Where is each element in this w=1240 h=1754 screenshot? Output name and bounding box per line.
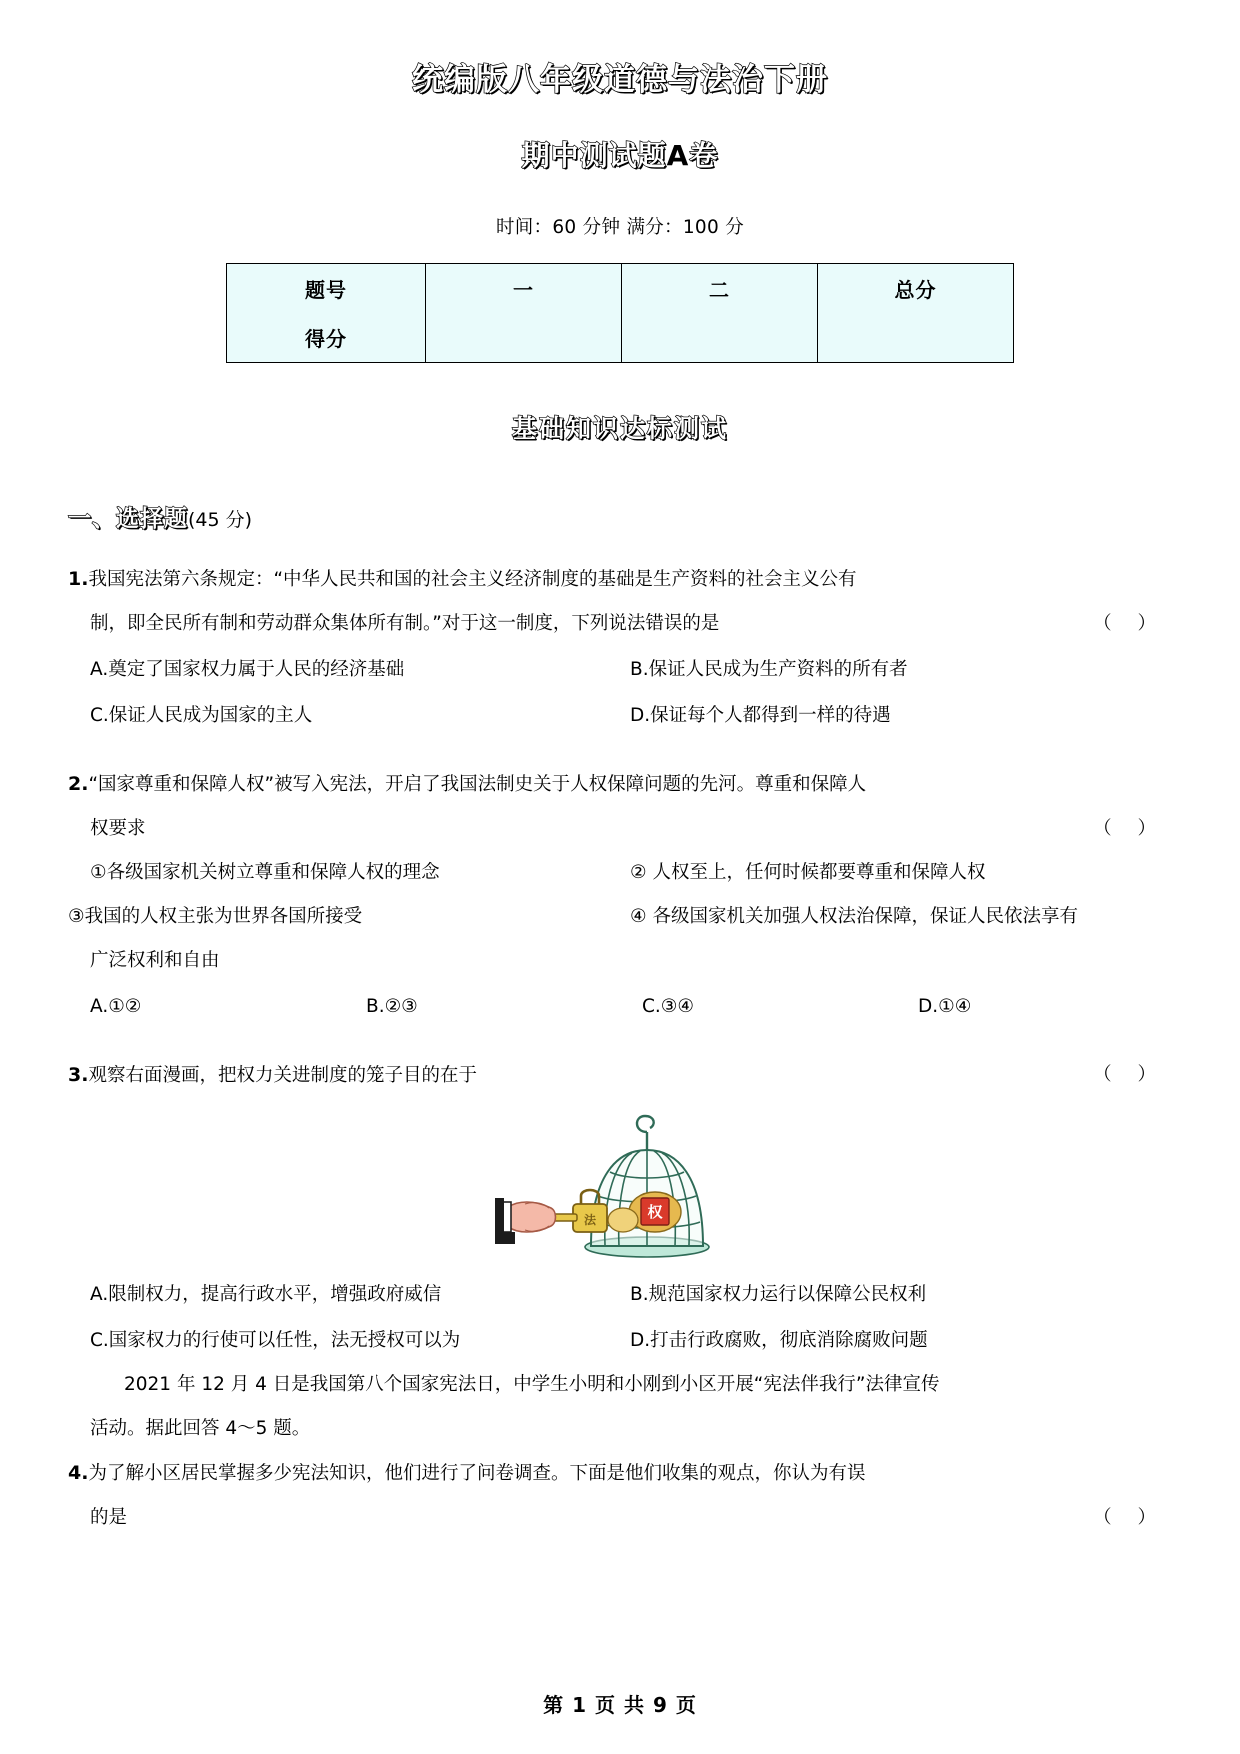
question-3 [68,1053,1172,1363]
score-table-header-1: 一 [426,263,622,313]
question-2-subitem-4: ④ 各级国家机关加强人权法治保障，保证人民依法享有 [630,905,1078,927]
question-2-options-row [68,985,1172,1029]
question-2-option-a[interactable]: A.①② [90,995,142,1017]
question-3-figure [68,1104,1172,1269]
question-3-options-row-2 [68,1319,1172,1363]
question-4-answer-bracket[interactable]: （ ） [1093,1506,1166,1528]
table-row [227,263,1014,313]
question-2-subitem-1: ①各级国家机关树立尊重和保障人权的理念 [90,861,440,883]
question-2-stem-line-2: 权要求 （ ） [68,807,1172,851]
passage-line-1: 2021 年 12 月 4 日是我国第八个国家宪法日，中学生小明和小刚到小区开展“宪法伴我行”法律宣传 [124,1373,940,1395]
question-1-stem-line-2: 制，即全民所有制和劳动群众集体所有制。”对于这一制度，下列说法错误的是 （ ） [68,602,1172,646]
question-1-number: 1. [68,567,89,590]
part-heading-points: (45 分) [188,508,253,531]
question-2-stem [68,762,1172,851]
question-3-option-d[interactable]: D.打击行政腐败，彻底消除腐败问题 [630,1329,928,1351]
power-in-cage-cartoon [495,1104,745,1269]
score-cell-3[interactable] [818,313,1014,363]
svg-text:权: 权 [647,1202,663,1221]
question-1-options-row-2 [68,694,1172,738]
section-heading: 基础知识达标测试 [511,413,728,443]
part-heading [68,445,1172,533]
question-2-subitem-3: ③我国的人权主张为世界各国所接受 [68,905,363,927]
page-title: 统编版八年级道德与法治下册 [412,62,828,98]
svg-text:法: 法 [583,1212,597,1227]
passage-line-2: 活动。据此回答 4～5 题。 [90,1417,311,1439]
question-2 [68,762,1172,1029]
question-1-stem [68,557,1172,646]
score-cell-1[interactable] [426,313,622,363]
question-2-subitem-4-tail: 广泛权利和自由 [90,949,220,971]
question-2-number: 2. [68,772,89,795]
question-4-stem-line-2: 的是 （ ） [68,1496,1172,1540]
question-3-option-b[interactable]: B.规范国家权力运行以保障公民权利 [630,1283,927,1305]
page-subtitle-cn: 期中测试题 [521,139,667,173]
score-table-header-3: 总分 [818,263,1014,313]
question-1-stem-line-1: 1.我国宪法第六条规定：“中华人民共和国的社会主义经济制度的基础是生产资料的社会主义公有 [68,567,857,590]
exam-meta: 时间：60 分钟 满分：100 分 [495,216,745,238]
question-1-answer-bracket[interactable]: （ ） [1093,612,1166,634]
page-subtitle-latin: A [666,139,690,173]
question-2-subitems-row-2 [68,895,1172,939]
page-subtitle [68,99,1172,173]
page-subtitle-cn2: 卷 [689,139,719,173]
score-table-row-label: 得分 [227,313,426,363]
question-3-stem [68,1053,1172,1098]
passage-q4-q5 [68,1363,1172,1451]
question-2-subitem-2: ② 人权至上，任何时候都要尊重和保障人权 [630,861,986,883]
question-3-stem-line-1: 3.观察右面漫画，把权力关进制度的笼子目的在于 （ ） [68,1053,1172,1098]
question-2-stem-line-1: 2.“国家尊重和保障人权”被写入宪法，开启了我国法制史关于人权保障问题的先河。尊重和保障人 [68,772,867,795]
question-1-option-d[interactable]: D.保证每个人都得到一样的待遇 [630,704,891,726]
question-3-option-c[interactable]: C.国家权力的行使可以任性，法无授权可以为 [90,1329,461,1351]
question-2-option-c[interactable]: C.③④ [642,995,694,1017]
question-1-options-row-1 [68,648,1172,692]
question-1-option-c[interactable]: C.保证人民成为国家的主人 [90,704,313,726]
question-4-stem-line-1: 4.为了解小区居民掌握多少宪法知识，他们进行了问卷调查。下面是他们收集的观点，你认为有误 [68,1461,866,1484]
question-1-option-a[interactable]: A.奠定了国家权力属于人民的经济基础 [90,658,405,680]
question-3-number: 3. [68,1063,89,1086]
question-3-option-a[interactable]: A.限制权力，提高行政水平，增强政府威信 [90,1283,442,1305]
question-1 [68,557,1172,738]
question-2-option-b[interactable]: B.②③ [366,995,418,1017]
question-1-option-b[interactable]: B.保证人民成为生产资料的所有者 [630,658,908,680]
question-2-answer-bracket[interactable]: （ ） [1093,817,1166,839]
question-3-options-row-1 [68,1273,1172,1317]
question-2-subitems-row-1 [68,851,1172,895]
score-table-header-2: 二 [622,263,818,313]
question-3-answer-bracket[interactable]: （ ） [1093,1063,1166,1085]
part-heading-label: 一、选择题 [68,505,188,532]
score-cell-2[interactable] [622,313,818,363]
question-4-number: 4. [68,1461,89,1484]
question-4 [68,1451,1172,1540]
question-2-option-d[interactable]: D.①④ [918,995,972,1017]
table-row [227,313,1014,363]
score-table-header-0: 题号 [227,263,426,313]
score-table [226,263,1014,363]
score-table-wrap [226,263,1014,363]
page-footer: 第 1 页 共 9 页 [543,1693,697,1717]
